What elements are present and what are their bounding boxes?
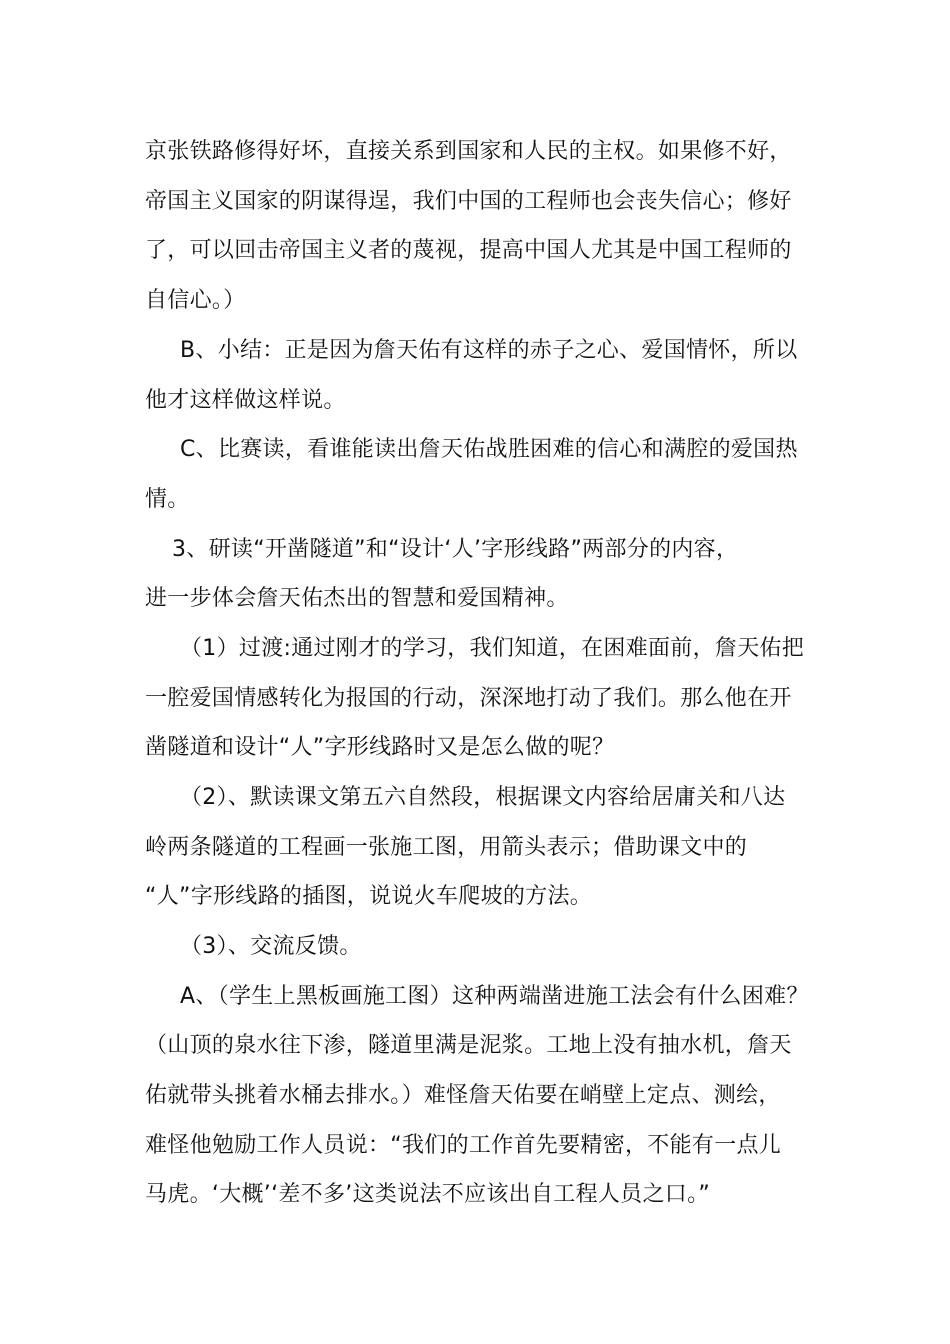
paragraph-start-line: 3、研读“开凿隧道”和“设计‘人’字形线路”两部分的内容， [172, 537, 739, 562]
paragraph-start-line: B、小结：正是因为詹天佑有这样的赤子之心、爱国情怀，所以 [180, 338, 798, 363]
text-line: 凿隧道和设计“人”字形线路时又是怎么做的呢？ [145, 735, 615, 760]
text-line: 佑就带头挑着水桶去排水。）难怪詹天佑要在峭壁上定点、测绘， [145, 1083, 781, 1108]
text-line: 情。 [145, 487, 190, 512]
paragraph-start-line: （2）、默读课文第五六自然段，根据课文内容给居庸关和八达 [180, 785, 786, 810]
paragraph-start-line: （3）、交流反馈。 [180, 934, 362, 959]
text-line: 自信心。） [145, 288, 246, 313]
text-line: 帝国主义国家的阴谋得逞，我们中国的工程师也会丧失信心；修好 [145, 189, 792, 214]
text-line: （山顶的泉水往下渗，隧道里满是泥浆。工地上没有抽水机，詹天 [145, 1033, 792, 1058]
paragraph-start-line: A、（学生上黑板画施工图）这种两端凿进施工法会有什么困难？ [180, 984, 809, 1009]
text-line: “人”字形线路的插图，说说火车爬坡的方法。 [145, 884, 593, 909]
text-line: 他才这样做这样说。 [145, 388, 346, 413]
paragraph-start-line: C、比赛读，看谁能读出詹天佑战胜困难的信心和满腔的爱国热 [180, 437, 798, 462]
text-line: 马虎。‘大概’‘差不多’这类说法不应该出自工程人员之口。” [145, 1182, 711, 1207]
text-line: 京张铁路修得好坏，直接关系到国家和人民的主权。如果修不好， [145, 139, 792, 164]
text-line: 了，可以回击帝国主义者的蔑视，提高中国人尤其是中国工程师的 [145, 238, 792, 263]
text-line: 进一步体会詹天佑杰出的智慧和爱国精神。 [145, 586, 569, 611]
paragraph-start-line: （1）过渡:通过刚才的学习，我们知道，在困难面前，詹天佑把 [180, 636, 805, 661]
text-line: 岭两条隧道的工程画一张施工图，用箭头表示；借助课文中的 [145, 835, 748, 860]
text-line: 难怪他勉励工作人员说：“我们的工作首先要精密，不能有一点儿 [145, 1133, 782, 1158]
text-line: 一腔爱国情感转化为报国的行动，深深地打动了我们。那么他在开 [145, 686, 792, 711]
